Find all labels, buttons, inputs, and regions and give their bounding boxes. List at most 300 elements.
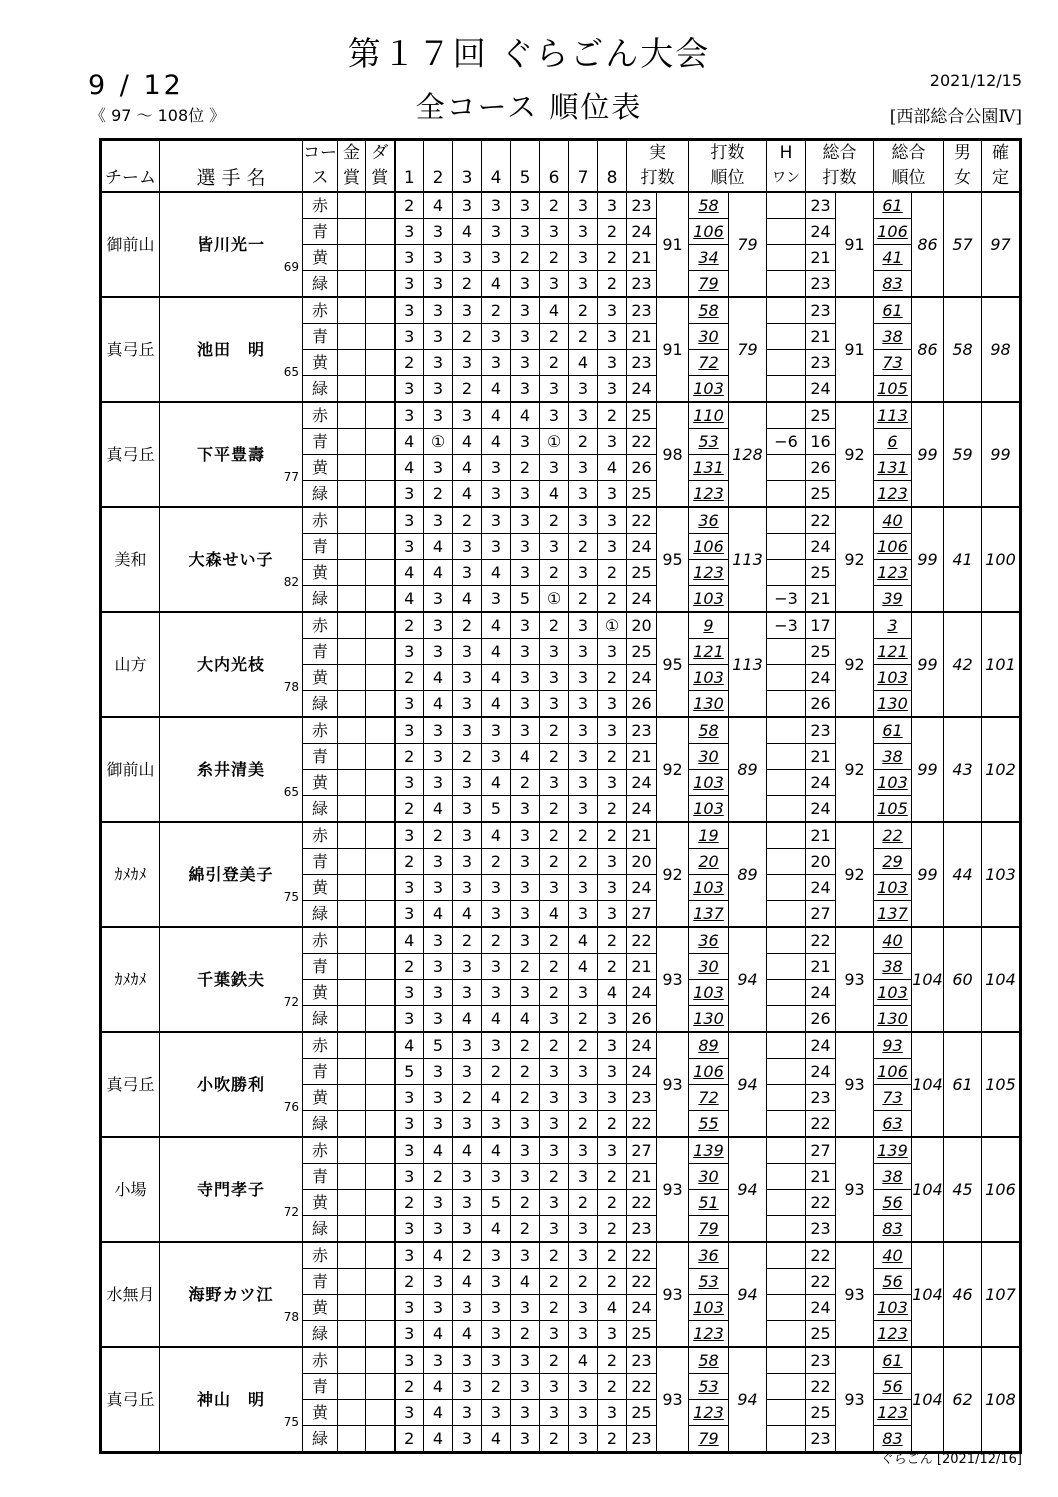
hole-score-value: 2 <box>404 353 415 372</box>
course-rank-value: 123 <box>693 1403 724 1422</box>
hole-score-value: 3 <box>404 773 415 792</box>
team-name-value: 真弓丘 <box>106 1390 155 1409</box>
gold-prize <box>338 429 366 455</box>
hole-score-value: 3 <box>490 1298 502 1317</box>
hole-score <box>511 1400 540 1426</box>
hole-score <box>453 1190 482 1216</box>
course-rank-value: 121 <box>693 642 724 661</box>
course-name <box>303 402 338 429</box>
course-rank-value: 53 <box>698 432 719 451</box>
da-prize <box>366 481 395 508</box>
total-course-rank-value: 38 <box>882 1167 903 1186</box>
hole-score-value: 3 <box>404 721 415 740</box>
course-name-value: 黄 <box>311 878 328 897</box>
total-strokes <box>836 1137 874 1242</box>
hole-score <box>395 271 424 298</box>
course-score-value: 21 <box>631 747 652 766</box>
team-name <box>102 717 160 822</box>
total-course-rank <box>874 507 912 534</box>
hole-score-value: 3 <box>548 773 560 792</box>
hole-score-value: 2 <box>490 1062 502 1081</box>
hole-score-value: 3 <box>461 1403 473 1422</box>
total-strokes-value: 93 <box>844 1075 865 1094</box>
hole-score <box>424 1032 453 1059</box>
hole-score-value: 2 <box>548 1298 560 1317</box>
gold-prize <box>338 1216 366 1243</box>
hole-score-value: 4 <box>404 931 415 950</box>
hole-score <box>395 770 424 796</box>
course-score-value: 22 <box>631 1377 652 1396</box>
adjusted-score-value: 22 <box>810 1114 831 1133</box>
player-name-cell <box>160 1137 303 1242</box>
hole-in-one <box>767 691 806 718</box>
da-prize <box>366 297 395 324</box>
hole-score-value: 3 <box>490 537 502 556</box>
final-rank <box>982 192 1020 297</box>
hole-score <box>540 245 569 271</box>
hole-score-value: 3 <box>606 1141 618 1160</box>
team-name <box>102 927 160 1032</box>
hole-score-value: 3 <box>548 1193 560 1212</box>
course-name <box>303 1400 338 1426</box>
stroke-rank-value: 89 <box>737 865 758 884</box>
hole-score <box>482 534 511 560</box>
hole-score <box>395 612 424 639</box>
hole-score <box>598 297 627 324</box>
course-name <box>303 271 338 298</box>
total-course-rank-value: 131 <box>877 458 908 477</box>
hole-score-value: 3 <box>577 747 589 766</box>
hole-score <box>482 796 511 823</box>
venue-label: [西部総合公園Ⅳ] <box>889 107 1022 127</box>
stroke-rank-value: 94 <box>737 1285 758 1304</box>
hole-score-value: 3 <box>577 1141 589 1160</box>
course-name <box>303 1216 338 1243</box>
team-name <box>102 612 160 717</box>
hole-score-value: 3 <box>519 1167 531 1186</box>
hole-score <box>511 849 540 875</box>
hole-score-value: 2 <box>606 1219 618 1238</box>
adjusted-score <box>806 219 836 245</box>
hole-score <box>453 691 482 718</box>
hole-in-one <box>767 1164 806 1190</box>
player-name: 下平豊壽 <box>196 445 265 464</box>
adjusted-score <box>806 980 836 1006</box>
course-score <box>627 1216 657 1243</box>
da-prize <box>366 1216 395 1243</box>
hole-score <box>511 1426 540 1452</box>
hole-in-one <box>767 192 806 219</box>
stroke-rank <box>729 717 767 822</box>
hole-score-value: 3 <box>404 1141 415 1160</box>
hole-score <box>424 219 453 245</box>
hole-score-value: 3 <box>577 511 589 530</box>
da-prize <box>366 901 395 928</box>
hole-score <box>482 849 511 875</box>
gender-rank <box>944 507 982 612</box>
course-name <box>303 245 338 271</box>
player-name-cell <box>160 1242 303 1347</box>
gold-prize <box>338 717 366 744</box>
hole-score-value: 3 <box>519 432 531 451</box>
header-hole-6: 6 <box>540 141 569 193</box>
da-prize <box>366 402 395 429</box>
total-course-rank <box>874 1059 912 1085</box>
hole-score-value: 3 <box>461 957 473 976</box>
hole-score <box>569 402 598 429</box>
hole-score-value: 4 <box>548 904 560 923</box>
hole-score <box>424 560 453 586</box>
hole-score <box>540 1295 569 1321</box>
hole-score-value: 3 <box>548 406 560 425</box>
team-name <box>102 1347 160 1452</box>
hole-score-value: 3 <box>432 852 444 871</box>
hole-score-value: 3 <box>461 1298 473 1317</box>
hole-score <box>482 219 511 245</box>
total-course-rank-value: 83 <box>882 1429 903 1448</box>
course-rank-value: 36 <box>698 931 719 950</box>
hole-score-value: 2 <box>548 983 560 1002</box>
course-name <box>303 429 338 455</box>
hole-in-one <box>767 744 806 770</box>
hole-score <box>598 1347 627 1374</box>
hole-score-value: 5 <box>404 1062 415 1081</box>
hole-score-value: 2 <box>606 826 618 845</box>
course-name-value: 赤 <box>311 1141 328 1160</box>
final-rank <box>982 402 1020 507</box>
adjusted-score <box>806 744 836 770</box>
hole-score-value: 3 <box>490 511 502 530</box>
adjusted-score <box>806 639 836 665</box>
hole-score <box>598 271 627 298</box>
hole-score-value: 2 <box>577 1193 589 1212</box>
hole-score <box>424 1269 453 1295</box>
adjusted-score <box>806 1400 836 1426</box>
hole-score-value: 2 <box>548 931 560 950</box>
gender-rank <box>944 402 982 507</box>
hole-score <box>482 1347 511 1374</box>
hole-score-value: 3 <box>519 904 531 923</box>
player-name-cell <box>160 507 303 612</box>
gold-prize <box>338 586 366 613</box>
course-score-value: 21 <box>631 327 652 346</box>
hole-score <box>540 901 569 928</box>
team-name <box>102 1242 160 1347</box>
hole-score-value: 4 <box>461 1324 473 1343</box>
course-rank <box>689 1059 729 1085</box>
hole-score-value: 3 <box>519 931 531 950</box>
hole-score <box>540 560 569 586</box>
hole-score-value: 2 <box>606 931 618 950</box>
hole-score <box>424 1137 453 1164</box>
hole-score <box>511 954 540 980</box>
hole-score <box>511 245 540 271</box>
hole-score-value: 3 <box>490 248 502 267</box>
total-strokes <box>836 1347 874 1452</box>
hole-in-one <box>767 849 806 875</box>
hole-score <box>395 1190 424 1216</box>
hole-score-value: 3 <box>606 1403 618 1422</box>
total-rank-value: 99 <box>917 865 938 884</box>
course-name <box>303 560 338 586</box>
hole-score <box>395 481 424 508</box>
course-score-value: 23 <box>631 1351 652 1370</box>
course-score-value: 22 <box>631 511 652 530</box>
gold-prize <box>338 1032 366 1059</box>
hole-score-value: 3 <box>404 826 415 845</box>
da-prize <box>366 1164 395 1190</box>
course-name-value: 黄 <box>311 983 328 1002</box>
total-course-rank <box>874 1085 912 1111</box>
hole-score <box>598 1400 627 1426</box>
da-prize <box>366 1006 395 1033</box>
course-name <box>303 612 338 639</box>
hole-score-value: 3 <box>432 1088 444 1107</box>
hole-score <box>598 1032 627 1059</box>
hole-in-one <box>767 612 806 639</box>
course-rank-value: 110 <box>693 406 724 425</box>
gold-prize <box>338 1085 366 1111</box>
hole-score <box>453 507 482 534</box>
gold-prize <box>338 350 366 376</box>
team-name-value: 山方 <box>114 655 147 674</box>
stroke-rank <box>729 612 767 717</box>
gold-prize <box>338 534 366 560</box>
course-score-value: 25 <box>631 563 652 582</box>
adjusted-score-value: 26 <box>810 694 831 713</box>
hole-score-value: 5 <box>490 799 502 818</box>
course-rank <box>689 1085 729 1111</box>
player-name-cell <box>160 1347 303 1452</box>
hole-score <box>482 324 511 350</box>
table-row <box>102 717 1020 744</box>
hole-in-one <box>767 822 806 849</box>
course-name-value: 青 <box>311 1167 328 1186</box>
course-name-value: 黄 <box>311 1088 328 1107</box>
final-rank-value: 97 <box>990 235 1011 254</box>
course-name <box>303 796 338 823</box>
hole-score <box>598 639 627 665</box>
hole-score <box>453 350 482 376</box>
hole-score-value: 3 <box>519 353 531 372</box>
total-course-rank <box>874 429 912 455</box>
hole-in-one-value: −3 <box>774 589 798 608</box>
hole-score <box>569 1111 598 1138</box>
hole-score-value: 2 <box>461 616 473 635</box>
hole-score-value: 3 <box>461 1062 473 1081</box>
hole-score <box>453 429 482 455</box>
hole-score <box>540 219 569 245</box>
hole-score <box>453 1059 482 1085</box>
gold-prize <box>338 1295 366 1321</box>
hole-score <box>453 1006 482 1033</box>
adjusted-score-value: 25 <box>810 1324 831 1343</box>
course-name <box>303 665 338 691</box>
hole-score-value: 3 <box>432 301 444 320</box>
player-name-cell <box>160 717 303 822</box>
hole-score-value: 2 <box>606 406 618 425</box>
hole-score-value: 3 <box>461 1219 473 1238</box>
adjusted-score-value: 24 <box>810 1298 831 1317</box>
hole-score-value: 3 <box>548 1403 560 1422</box>
total-course-rank-value: 3 <box>887 616 898 635</box>
hole-score-value: 3 <box>490 983 502 1002</box>
stroke-rank-value: 128 <box>732 445 763 464</box>
hole-score <box>395 297 424 324</box>
hole-score <box>598 507 627 534</box>
adjusted-score <box>806 796 836 823</box>
hole-score <box>540 507 569 534</box>
hole-score-value: 3 <box>461 721 473 740</box>
hole-score <box>540 744 569 770</box>
hole-score-value: 3 <box>606 721 618 740</box>
hole-score-value: 3 <box>577 196 589 215</box>
hole-score-value: 3 <box>432 1298 444 1317</box>
hole-in-one <box>767 1400 806 1426</box>
course-rank <box>689 665 729 691</box>
footer-label: ぐらごん [2021/12/16] <box>880 1452 1022 1467</box>
table-row <box>102 507 1020 534</box>
course-score <box>627 1374 657 1400</box>
hole-score-value: 2 <box>519 248 531 267</box>
header-hole-1: 1 <box>395 141 424 193</box>
team-name <box>102 297 160 402</box>
hole-score-value: 2 <box>404 1272 415 1291</box>
hole-score-value: 4 <box>606 458 618 477</box>
course-score-value: 23 <box>631 721 652 740</box>
course-rank-value: 123 <box>693 484 724 503</box>
hole-score <box>453 717 482 744</box>
adjusted-score <box>806 271 836 298</box>
total-course-rank-value: 38 <box>882 327 903 346</box>
hole-score <box>540 1400 569 1426</box>
gold-prize <box>338 1426 366 1452</box>
adjusted-score <box>806 1059 836 1085</box>
hole-score <box>453 455 482 481</box>
hole-score <box>453 954 482 980</box>
course-rank-value: 58 <box>698 196 719 215</box>
gender-rank <box>944 717 982 822</box>
hole-score <box>569 1216 598 1243</box>
adjusted-score-value: 24 <box>810 773 831 792</box>
stroke-rank-value: 94 <box>737 1075 758 1094</box>
gold-prize <box>338 796 366 823</box>
course-name-value: 赤 <box>311 406 328 425</box>
hole-score-value: 3 <box>577 668 589 687</box>
hole-score-value: 4 <box>461 458 473 477</box>
course-score <box>627 507 657 534</box>
course-score-value: 26 <box>631 458 652 477</box>
hole-score <box>395 1295 424 1321</box>
ranking-table <box>101 140 1020 1452</box>
hole-score <box>540 612 569 639</box>
total-course-rank-value: 106 <box>877 537 908 556</box>
hole-score-value: 3 <box>548 1377 560 1396</box>
course-name <box>303 639 338 665</box>
hole-score <box>453 1164 482 1190</box>
da-prize <box>366 507 395 534</box>
hole-score-value: 3 <box>432 327 444 346</box>
hole-score <box>482 297 511 324</box>
gender-rank <box>944 1137 982 1242</box>
total-course-rank <box>874 1190 912 1216</box>
hole-score <box>482 1374 511 1400</box>
adjusted-score-value: 21 <box>810 327 831 346</box>
course-rank-value: 55 <box>698 1114 719 1133</box>
course-rank <box>689 560 729 586</box>
hole-score-value: 3 <box>577 1403 589 1422</box>
gold-prize <box>338 1321 366 1348</box>
course-rank <box>689 1164 729 1190</box>
adjusted-score-value: 27 <box>810 1141 831 1160</box>
hole-score-value: 3 <box>490 1114 502 1133</box>
gold-prize <box>338 560 366 586</box>
course-rank <box>689 1190 729 1216</box>
gold-prize <box>338 770 366 796</box>
adjusted-score <box>806 429 836 455</box>
course-score <box>627 691 657 718</box>
header-da-top: ダ <box>366 141 395 167</box>
hole-score-value: 3 <box>519 878 531 897</box>
hole-score-value: 2 <box>461 1088 473 1107</box>
hole-score-value: 2 <box>577 589 589 608</box>
gender-rank-value: 59 <box>952 445 973 464</box>
hole-in-one <box>767 586 806 613</box>
course-score-value: 23 <box>631 301 652 320</box>
hole-score-value: 3 <box>519 511 531 530</box>
hole-score-value: 3 <box>490 222 502 241</box>
hole-score <box>395 376 424 403</box>
course-score <box>627 1295 657 1321</box>
hole-score-value: 2 <box>461 274 473 293</box>
adjusted-score <box>806 586 836 613</box>
adjusted-score <box>806 954 836 980</box>
hole-score-value: 2 <box>548 1272 560 1291</box>
total-course-rank <box>874 1295 912 1321</box>
course-name <box>303 350 338 376</box>
hole-score <box>424 1295 453 1321</box>
total-course-rank-value: 6 <box>887 432 898 451</box>
gender-rank-value: 41 <box>952 550 973 569</box>
hole-score <box>511 1164 540 1190</box>
hole-score <box>395 875 424 901</box>
hole-score-value: 2 <box>519 1193 531 1212</box>
course-rank-value: 51 <box>698 1193 719 1212</box>
course-rank-value: 58 <box>698 1351 719 1370</box>
hole-score-value: 2 <box>519 1219 531 1238</box>
hole-in-one <box>767 1295 806 1321</box>
hole-score <box>511 376 540 403</box>
course-name <box>303 927 338 954</box>
hole-score-value: 3 <box>577 563 589 582</box>
hole-score <box>598 927 627 954</box>
total-course-rank <box>874 1321 912 1348</box>
hole-score <box>569 560 598 586</box>
hole-score <box>453 481 482 508</box>
course-rank <box>689 350 729 376</box>
hole-score-value: 3 <box>606 773 618 792</box>
adjusted-score <box>806 822 836 849</box>
hole-score-value: 3 <box>432 616 444 635</box>
hole-score <box>482 586 511 613</box>
hole-score-value: 3 <box>548 458 560 477</box>
adjusted-score <box>806 1242 836 1269</box>
player-name: 大内光枝 <box>196 655 265 674</box>
course-score-value: 24 <box>631 799 652 818</box>
hole-score-value: 3 <box>519 1141 531 1160</box>
hole-score-value: 3 <box>519 1298 531 1317</box>
adjusted-score-value: 17 <box>810 616 831 635</box>
